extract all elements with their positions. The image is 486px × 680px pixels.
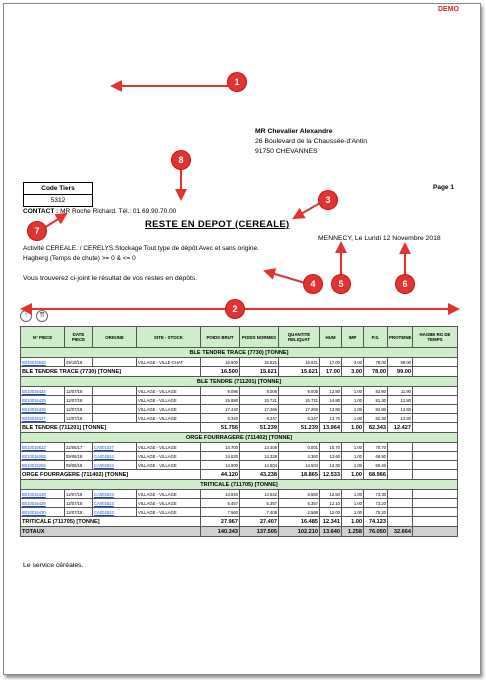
subtotal-cell: 51.239	[279, 423, 320, 433]
subtotal-cell: 16.500	[201, 367, 240, 377]
marker-1: 1	[228, 73, 246, 91]
table-cell: 1.00	[342, 414, 364, 423]
table-cell: 68.80	[364, 452, 388, 461]
table-cell: 9.340	[201, 414, 240, 423]
piece-link[interactable]: B010016622	[22, 444, 46, 450]
contact-value: MR Roche Richard. Tél.: 01.69.90.70.00	[60, 208, 177, 215]
table-cell: 12.60	[388, 405, 413, 414]
piece-link[interactable]: B010016283	[22, 453, 46, 459]
column-header: DATE PIECE	[65, 327, 93, 348]
recipient-name: MR Chevalier Alexandre	[255, 128, 333, 135]
subtotal-cell: 13.964	[320, 423, 342, 433]
table-cell: 4.360	[279, 452, 320, 461]
recipient-city: 91750 CHEVANNES	[255, 148, 318, 155]
table-cell: VILLAGE - VILLAGE	[137, 499, 201, 508]
table-cell: 14.620	[201, 452, 240, 461]
table-cell: 12.50	[320, 490, 342, 499]
table-cell: 17.266	[240, 405, 279, 414]
subtotal-cell: 15.621	[279, 367, 320, 377]
piece-link[interactable]: B010016428	[22, 491, 46, 497]
table-cell: 17.266	[279, 405, 320, 414]
subtotal-cell: 18.865	[279, 470, 320, 480]
table-cell: 15.721	[240, 396, 279, 405]
table-cell: 10.70	[320, 443, 342, 452]
subtotal-cell: 43.238	[240, 470, 279, 480]
recipient-street: 26 Boulevard de la Chaussée-d'Antin	[255, 138, 368, 145]
table-cell: 14.504	[279, 461, 320, 470]
scroll-up-icon[interactable]: ↑	[20, 310, 32, 322]
totals-cell: TOTAUX	[21, 527, 201, 537]
intro-text: Vous trouverez ci-joint le résultat de vos restes en dépôts.	[23, 275, 198, 282]
table-cell: 14.940	[201, 490, 240, 499]
subtotal-cell: 12.341	[320, 517, 342, 527]
activity-line: Activité CEREALE. / CERELYS.Stockage Tout type de dépôt Avec et sans origine.	[23, 245, 259, 252]
footer-signature: Le service céréales.	[23, 562, 84, 569]
table-cell: VILLAGE - VILLAGE	[137, 405, 201, 414]
totals-cell: 140.343	[201, 527, 240, 537]
subtotal-cell: 16.485	[279, 517, 320, 527]
table-cell: 1.00	[342, 387, 364, 396]
table-cell: 09/06/18	[65, 461, 93, 470]
table-cell: 82.80	[364, 387, 388, 396]
totals-cell: 102.210	[279, 527, 320, 537]
table-cell: 12/07/18	[65, 387, 93, 396]
table-cell: 12/07/18	[65, 499, 93, 508]
table-cell: 29/10/18	[65, 358, 93, 367]
table-cell: 16.500	[201, 358, 240, 367]
origin-link[interactable]: CA002624	[94, 509, 114, 515]
marker-3: 3	[319, 191, 337, 209]
table-cell: 13.30	[320, 461, 342, 470]
table-cell: 1.00	[342, 452, 364, 461]
table-cell: 82.80	[364, 405, 388, 414]
table-cell: 14.800	[201, 461, 240, 470]
column-header: SITE - STOCK	[137, 327, 201, 348]
column-header: P.S.	[364, 327, 388, 348]
page-number: Page 1	[433, 184, 454, 191]
group-label: BLE TENDRE TRACE (7730) [TONNE]	[21, 348, 458, 358]
table-cell: 12/07/18	[65, 396, 93, 405]
table-cell: 1.00	[342, 490, 364, 499]
table-cell: 1.00	[342, 396, 364, 405]
subtotal-cell: 68.966	[364, 470, 388, 480]
subtotal-cell: 3.00	[342, 367, 364, 377]
table-cell: 1.00	[342, 508, 364, 517]
subtotal-cell: ORGE FOURRAGERE (711402) [TONNE]	[21, 470, 201, 480]
table-cell: 99.00	[388, 358, 413, 367]
table-cell: 82.30	[364, 414, 388, 423]
table-cell: 12.00	[320, 508, 342, 517]
table-cell: 81.30	[364, 396, 388, 405]
subtotal-cell: TRITICALE (711705) [TONNE]	[21, 517, 201, 527]
marker-6: 6	[396, 275, 414, 293]
table-cell: 12/07/18	[65, 405, 93, 414]
table-cell: 17.440	[201, 405, 240, 414]
origin-link[interactable]: CA002624	[94, 453, 114, 459]
subtotal-cell: 1.00	[342, 470, 364, 480]
table-cell: 13.70	[320, 414, 342, 423]
table-cell: 12/07/18	[65, 508, 93, 517]
column-header: IMP	[342, 327, 364, 348]
subtotal-cell: 17.00	[320, 367, 342, 377]
table-cell: 12.80	[320, 387, 342, 396]
filter-line: Hagberg (Temps de chute) >= 0 & <= 0	[23, 255, 136, 262]
table-cell: 0.001	[279, 443, 320, 452]
subtotal-cell: 99.00	[388, 367, 413, 377]
table-cell: VILLAGE - VILLAGE	[137, 387, 201, 396]
table-cell: 1.00	[342, 405, 364, 414]
piece-link[interactable]: B010016630	[22, 359, 46, 365]
column-header: POIDS NORMES	[240, 327, 279, 348]
annotation-arrow	[294, 203, 320, 218]
table-cell: 13.60	[320, 452, 342, 461]
demo-watermark: DEMO	[438, 6, 459, 13]
table-cell: 14.328	[240, 452, 279, 461]
column-header: PROTEINE	[388, 327, 413, 348]
table-cell: 11.90	[388, 387, 413, 396]
subtotal-cell: 51.756	[201, 423, 240, 433]
table-cell: 69.20	[364, 461, 388, 470]
table-cell: 7.408	[240, 508, 279, 517]
marker-5: 5	[332, 275, 350, 293]
subtotal-cell: 82.343	[364, 423, 388, 433]
piece-link[interactable]: B010016284	[22, 462, 46, 468]
table-cell: 9.005	[279, 387, 320, 396]
subtotal-cell: 1.00	[342, 517, 364, 527]
table-cell: 1.00	[342, 461, 364, 470]
table-cell: 12.80	[388, 396, 413, 405]
column-header: HAGBE RG DE TEMPS	[413, 327, 458, 348]
marker-8: 8	[172, 151, 190, 169]
table-cell: 2.568	[279, 508, 320, 517]
piece-link[interactable]: B010016429	[22, 500, 46, 506]
date-line: MENNECY, Le Lundi 12 Novembre 2018	[318, 235, 441, 242]
table-cell: VILLAGE - VILLAGE	[137, 443, 201, 452]
piece-link[interactable]: B010016430	[22, 509, 46, 515]
table-cell: 1.00	[342, 499, 364, 508]
table-cell: VILLAGE - VILLAGE	[137, 414, 201, 423]
table-cell: 13.80	[320, 405, 342, 414]
code-tiers-label: Code Tiers	[24, 183, 92, 195]
table-cell: 12/07/18	[65, 490, 93, 499]
origin-link[interactable]: CA002623	[94, 491, 114, 497]
table-cell: VILLAGE - VILLAGE	[137, 396, 201, 405]
table-cell: 3.00	[342, 358, 364, 367]
table-cell: 5.357	[279, 499, 320, 508]
document-title: RESTE EN DEPOT (CEREALE)	[145, 219, 290, 230]
subtotal-cell: BLE TENDRE TRACE (7730) [TONNE]	[21, 367, 201, 377]
table-cell: 12/07/18	[65, 414, 93, 423]
table-cell: 9.247	[279, 414, 320, 423]
subtotal-cell: 74.123	[364, 517, 388, 527]
table-cell: 1.00	[342, 443, 364, 452]
table-cell: 73.30	[364, 490, 388, 499]
totals-cell: 13.640	[320, 527, 342, 537]
subtotal-cell: 27.967	[201, 517, 240, 527]
scroll-up-all-icon[interactable]: ⇈	[36, 310, 48, 322]
annotation-arrow	[44, 214, 66, 228]
subtotal-cell: 15.621	[240, 367, 279, 377]
subtotal-cell: 12.533	[320, 470, 342, 480]
table-cell: 9.247	[240, 414, 279, 423]
subtotal-cell: 12.427	[388, 423, 413, 433]
table-cell: 17.00	[320, 358, 342, 367]
table-cell: 78.00	[364, 358, 388, 367]
totals-cell: 137.505	[240, 527, 279, 537]
table-cell: 14.700	[201, 443, 240, 452]
table-cell: 12.10	[320, 499, 342, 508]
piece-link[interactable]: B010016426	[22, 406, 46, 412]
piece-link[interactable]: B010016427	[22, 415, 46, 421]
table-cell: VILLAGE - VILLAGE	[137, 452, 201, 461]
group-label: BLE TENDRE (711201) [TONNE]	[21, 377, 458, 387]
table-cell: 15.621	[240, 358, 279, 367]
table-cell: VILLAGE - VILLAGE	[137, 508, 201, 517]
code-tiers-value: 5312	[50, 197, 66, 204]
table-cell: VILLAGE - VILLE-CHAT	[137, 358, 201, 367]
column-header: N° PIECE	[21, 327, 65, 348]
table-cell: VILLAGE - VILLAGE	[137, 490, 201, 499]
table-cell: 15.880	[201, 396, 240, 405]
origin-link[interactable]: CA001027	[94, 444, 114, 450]
subtotal-cell: 27.407	[240, 517, 279, 527]
origin-link[interactable]: CA002623	[94, 500, 114, 506]
marker-2: 2	[226, 300, 244, 318]
marker-4: 4	[304, 275, 322, 293]
table-cell: 9.096	[201, 387, 240, 396]
table-cell: 73.20	[364, 499, 388, 508]
column-header: QUANTITE RELIQUAT	[279, 327, 320, 348]
group-label: TRITICALE (711705) [TONNE]	[21, 480, 458, 490]
table-cell: 15.621	[279, 358, 320, 367]
group-label: ORGE FOURRAGERE (711402) [TONNE]	[21, 433, 458, 443]
table-cell: 9.006	[240, 387, 279, 396]
table-cell: 22/06/17	[65, 443, 93, 452]
piece-link[interactable]: B010016425	[22, 397, 46, 403]
annotation-arrow	[265, 271, 305, 283]
column-header: HUM	[320, 327, 342, 348]
table-cell: 14.504	[240, 461, 279, 470]
table-cell: 14.80	[320, 396, 342, 405]
subtotal-cell: 1.00	[342, 423, 364, 433]
column-header: POIDS BRUT	[201, 327, 240, 348]
totals-cell: 32.664	[388, 527, 413, 537]
table-cell: 5.467	[201, 499, 240, 508]
table-cell: 15.721	[279, 396, 320, 405]
table-cell: VILLAGE - VILLAGE	[137, 461, 201, 470]
subtotal-cell: BLE TENDRE (711201) [TONNE]	[21, 423, 201, 433]
table-cell: 5.357	[240, 499, 279, 508]
marker-7: 7	[28, 222, 46, 240]
table-cell: 8.560	[279, 490, 320, 499]
contact-label: CONTACT :	[23, 208, 59, 215]
piece-link[interactable]: B010016424	[22, 388, 46, 394]
subtotal-cell: 44.120	[201, 470, 240, 480]
table-cell: 70.70	[364, 443, 388, 452]
subtotal-cell: 78.00	[364, 367, 388, 377]
totals-cell: 1.258	[342, 527, 364, 537]
totals-cell: 76.050	[364, 527, 388, 537]
table-cell: 7.560	[201, 508, 240, 517]
origin-link[interactable]: CA002624	[94, 462, 114, 468]
table-cell: 09/06/18	[65, 452, 93, 461]
table-cell: 75.20	[364, 508, 388, 517]
column-header: ORIGINE	[93, 327, 137, 348]
table-cell: 14.406	[240, 443, 279, 452]
subtotal-cell: 51.239	[240, 423, 279, 433]
table-cell: 14.642	[240, 490, 279, 499]
table-cell: 12.80	[388, 414, 413, 423]
